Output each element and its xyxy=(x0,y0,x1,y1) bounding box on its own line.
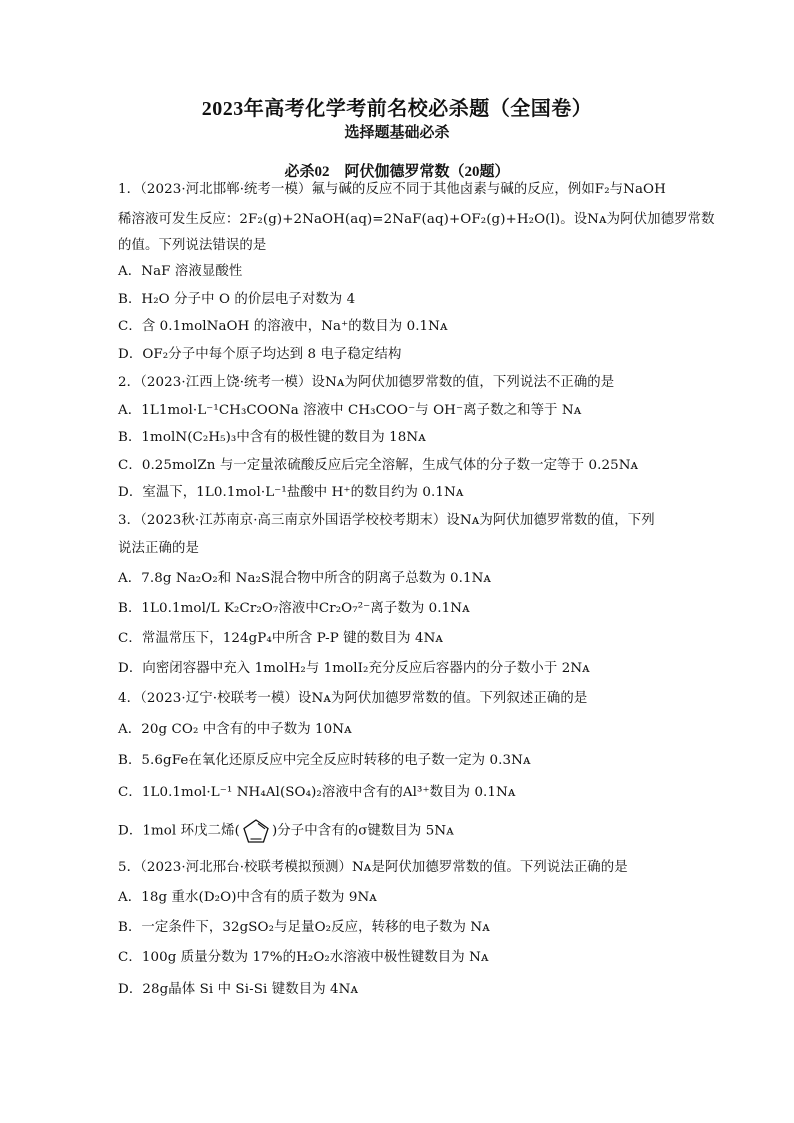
question-5-option-d: D．28g晶体 Si 中 Si-Si 键数目为 4Nᴀ xyxy=(118,982,359,997)
question-4-stem: 4．（2023·辽宁·校联考一模）设Nᴀ为阿伏加德罗常数的值。下列叙述正确的是 xyxy=(118,691,588,706)
question-5-option-c: C．100g 质量分数为 17%的H₂O₂水溶液中极性键数目为 Nᴀ xyxy=(118,950,489,965)
question-3-option-a: A．7.8g Na₂O₂和 Na₂S混合物中所含的阴离子总数为 0.1Nᴀ xyxy=(118,571,492,586)
question-3-stem-line-2: 说法正确的是 xyxy=(118,541,199,556)
question-3-stem-line-1: 3．（2023秋·江苏南京·高三南京外国语学校校考期末）设Nᴀ为阿伏加德罗常数的值，下列 xyxy=(118,513,655,528)
question-1-option-a: A．NaF 溶液显酸性 xyxy=(118,264,243,279)
question-1-option-d: D．OF₂分子中每个原子均达到 8 电子稳定结构 xyxy=(118,347,402,362)
document-subtitle: 选择题基础必杀 xyxy=(344,125,450,141)
question-3-option-d: D．向密闭容器中充入 1molH₂与 1molI₂充分反应后容器内的分子数小于 2Nᴀ xyxy=(118,661,590,676)
question-4-option-a: A．20g CO₂ 中含有的中子数为 10Nᴀ xyxy=(118,722,352,737)
question-3-option-b: B．1L0.1mol/L K₂Cr₂O₇溶液中Cr₂O₇²⁻离子数为 0.1Nᴀ xyxy=(118,601,470,616)
cyclopentadiene-ring-icon xyxy=(241,818,271,844)
question-1-stem-line-3: 的值。下列说法错误的是 xyxy=(118,238,267,253)
question-1-stem-line-2: 稀溶液可发生反应：2F₂(g)+2NaOH(aq)=2NaF(aq)+OF₂(g)+H₂O(l)。设Nᴀ为阿伏加德罗常数 xyxy=(118,212,715,227)
question-2-option-a: A．1L1mol·L⁻¹CH₃COONa 溶液中 CH₃COO⁻与 OH⁻离子数之和等于 Nᴀ xyxy=(118,403,582,418)
question-1-option-b: B．H₂O 分子中 O 的价层电子对数为 4 xyxy=(118,292,356,307)
question-1-stem-line-1: 1．（2023·河北邯郸·统考一模）氟与碱的反应不同于其他卤素与碱的反应，例如F₂与NaOH xyxy=(118,182,666,197)
question-4-option-b: B．5.6gFe在氧化还原反应中完全反应时转移的电子数一定为 0.3Nᴀ xyxy=(118,753,531,768)
question-4-option-d-suffix: )分子中含有的σ键数目为 5Nᴀ xyxy=(271,823,454,839)
question-2-option-d: D．室温下，1L0.1mol·L⁻¹盐酸中 H⁺的数目约为 0.1Nᴀ xyxy=(118,485,464,500)
question-2-option-c: C．0.25molZn 与一定量浓硫酸反应后完全溶解，生成气体的分子数一定等于 0.25Nᴀ xyxy=(118,458,639,473)
question-4-option-d-prefix: D．1mol 环戊二烯( xyxy=(118,823,240,839)
document-title: 2023年高考化学考前名校必杀题（全国卷） xyxy=(201,98,593,120)
section-heading: 必杀02 阿伏伽德罗常数（20题） xyxy=(284,164,510,180)
question-3-option-c: C．常温常压下，124gP₄中所含 P-P 键的数目为 4Nᴀ xyxy=(118,631,444,646)
question-2-stem: 2．（2023·江西上饶·统考一模）设Nᴀ为阿伏加德罗常数的值，下列说法不正确的是 xyxy=(118,375,615,390)
question-5-option-a: A．18g 重水(D₂O)中含有的质子数为 9Nᴀ xyxy=(118,890,377,905)
question-1-option-c: C．含 0.1molNaOH 的溶液中，Na⁺的数目为 0.1Nᴀ xyxy=(118,319,448,334)
question-5-option-b: B．一定条件下，32gSO₂与足量O₂反应，转移的电子数为 Nᴀ xyxy=(118,920,490,935)
question-2-option-b: B．1molN(C₂H₅)₃中含有的极性键的数目为 18Nᴀ xyxy=(118,430,426,445)
question-4-option-d xyxy=(118,818,698,844)
question-4-option-c: C．1L0.1mol·L⁻¹ NH₄Al(SO₄)₂溶液中含有的Al³⁺数目为 0.1Nᴀ xyxy=(118,785,516,800)
question-5-stem: 5．（2023·河北邢台·校联考模拟预测）Nᴀ是阿伏加德罗常数的值。下列说法正确的是 xyxy=(118,860,628,875)
